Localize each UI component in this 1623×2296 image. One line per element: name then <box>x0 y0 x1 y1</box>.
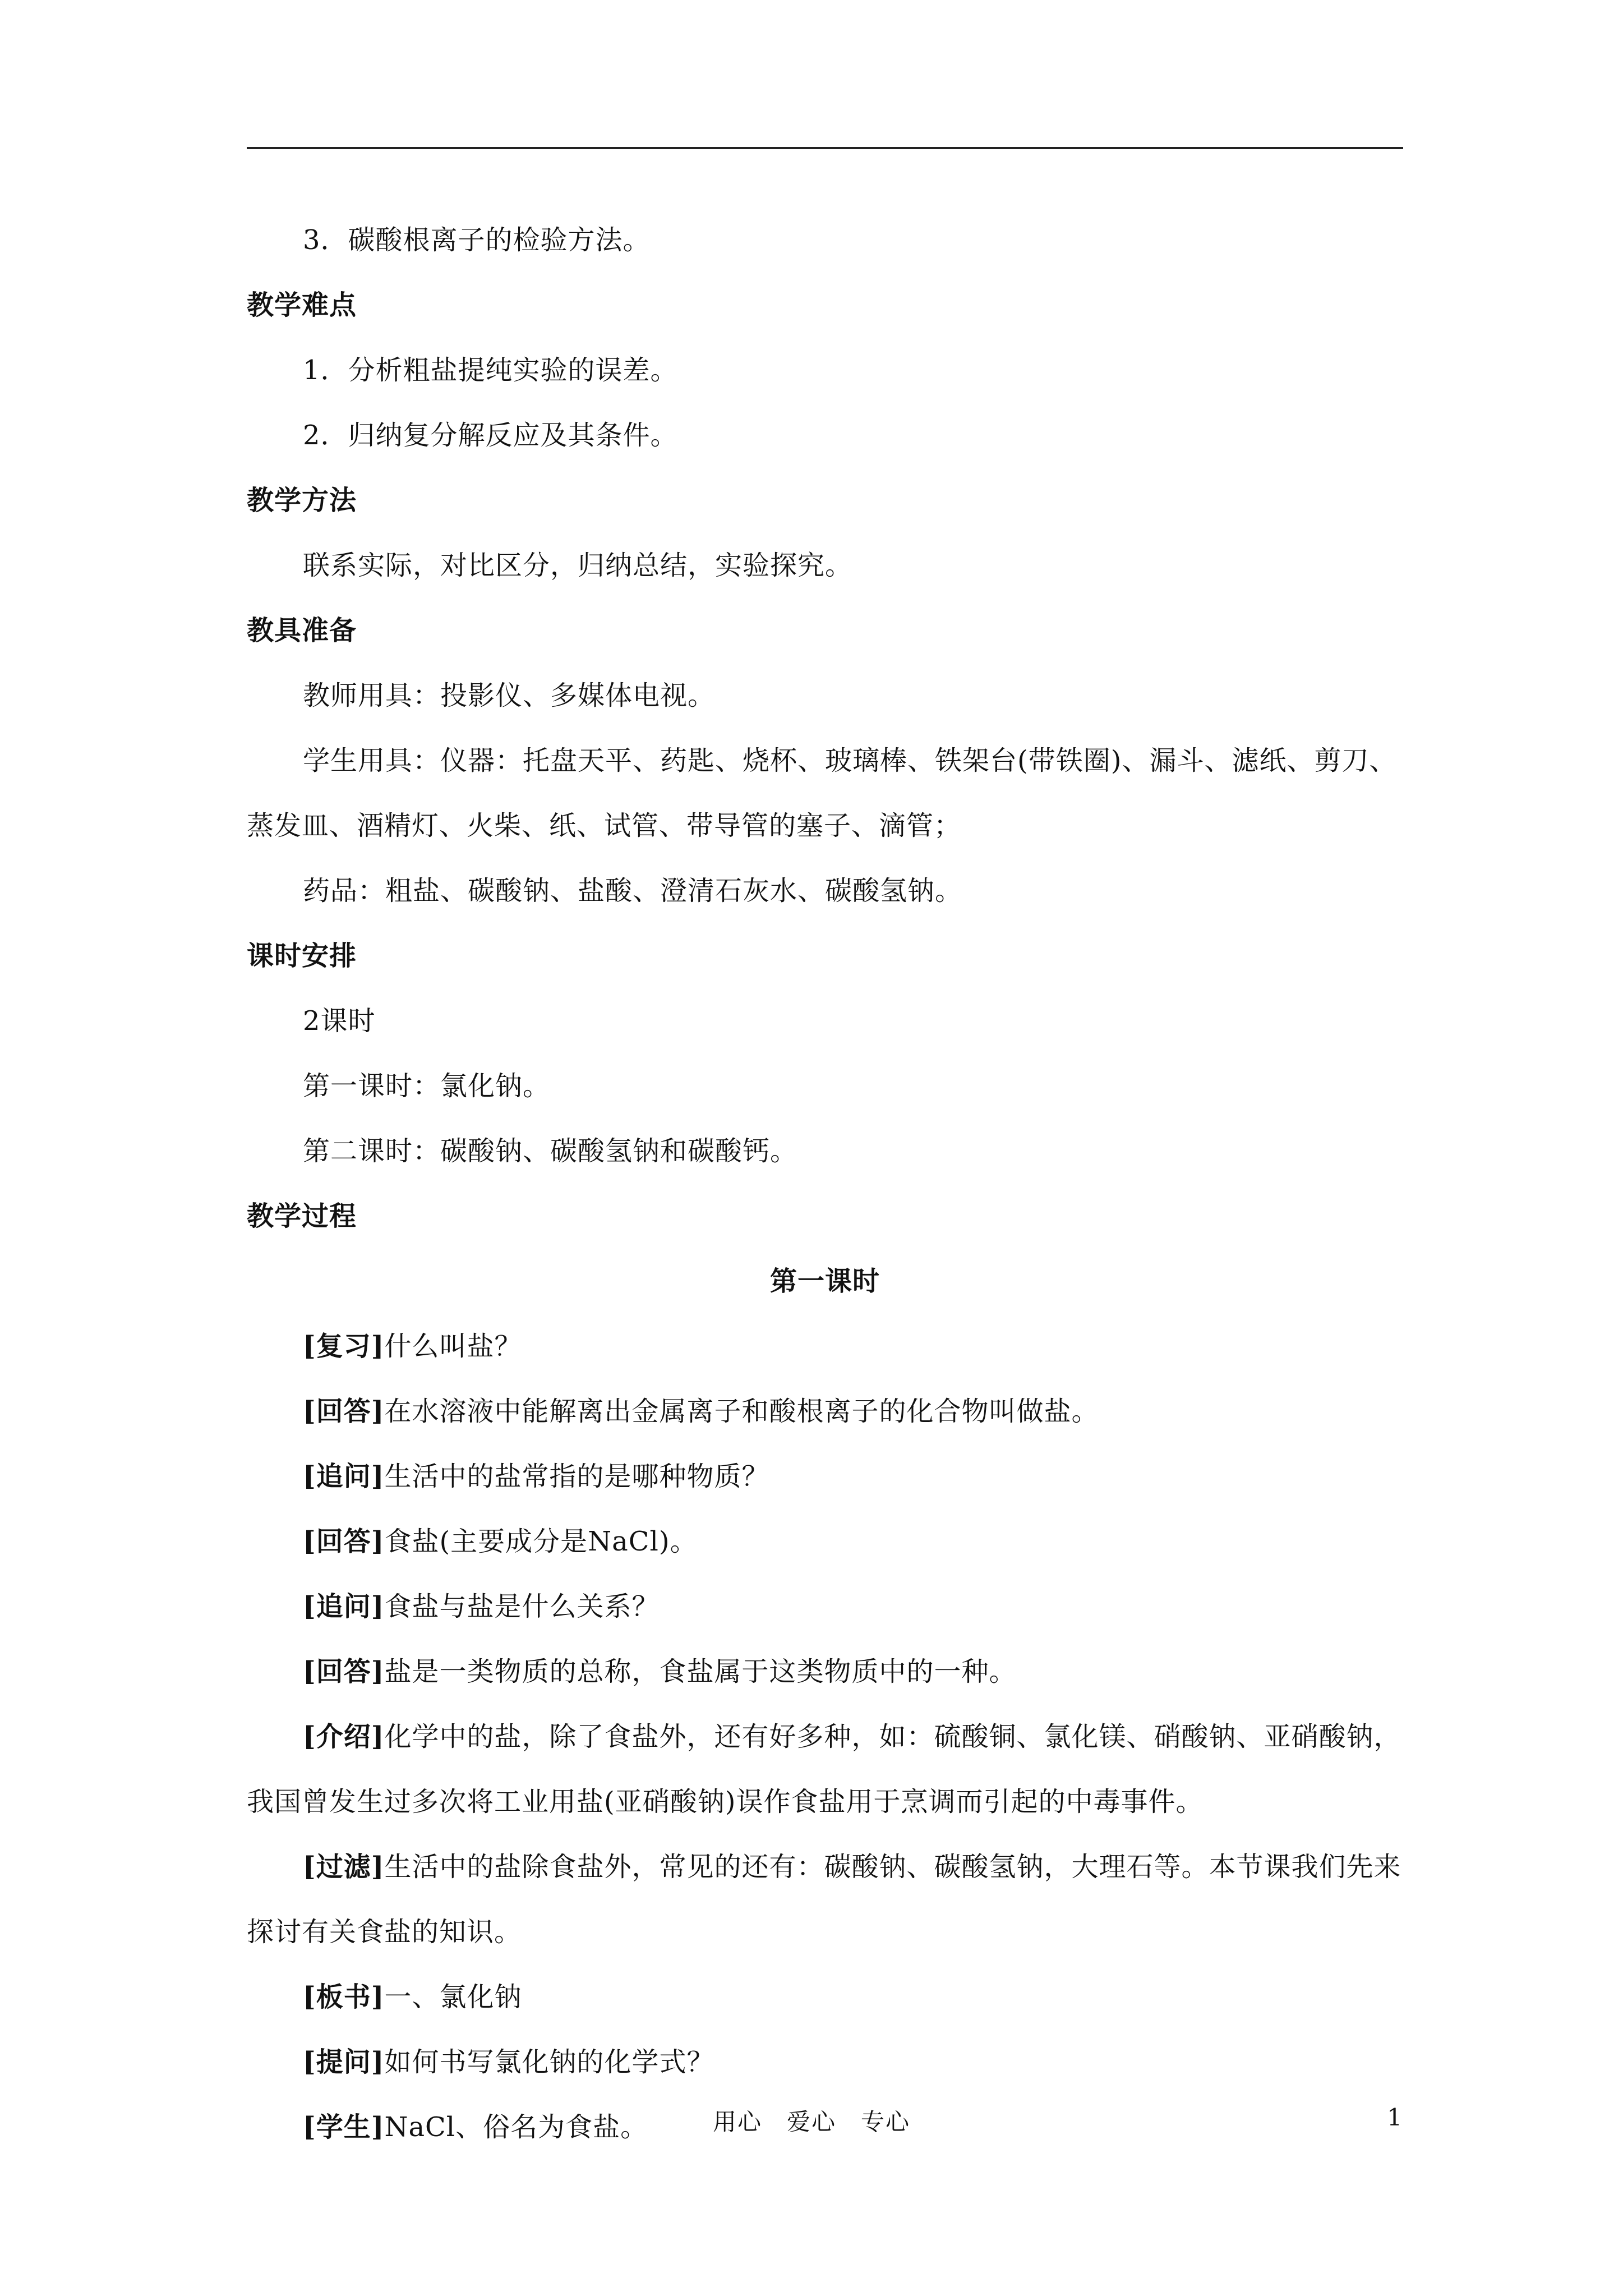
dialog-line <box>247 1964 1403 2030</box>
schedule-total: 2课时 <box>303 1005 376 1037</box>
lesson-title: 第一课时 <box>769 1266 880 1297</box>
dialog-line <box>247 1379 1403 1444</box>
dialog-text: 化学中的盐，除了食盐外，还有好多种，如：硫酸铜、氯化镁、硝酸钠、亚硝酸钠，我国曾发生过多次将工业用盐(亚硝酸钠)误作食盐用于烹调而引起的中毒事件。 <box>247 1721 1401 1818</box>
heading-teaching-tools: 教具准备 <box>247 615 357 646</box>
header-rule <box>247 147 1403 149</box>
reagents: 药品：粗盐、碳酸钠、盐酸、澄清石灰水、碳酸氢钠。 <box>303 875 963 907</box>
difficulty-item-2: 2．归纳复分解反应及其条件。 <box>303 420 678 451</box>
difficulty-item-1: 1．分析粗盐提纯实验的误差。 <box>303 355 678 386</box>
heading-teaching-difficulty: 教学难点 <box>247 289 357 321</box>
dialog-line <box>247 1444 1403 1509</box>
method-text: 联系实际，对比区分，归纳总结，实验探究。 <box>303 550 853 581</box>
dialog-tag: [追问] <box>303 1591 385 1622</box>
dialog-tag: [板书] <box>303 1981 385 2013</box>
dialog-line <box>247 1509 1403 1574</box>
heading-schedule: 课时安排 <box>247 940 357 972</box>
dialog-line <box>247 1314 1403 1379</box>
dialog-tag: [提问] <box>303 2046 385 2078</box>
dialog-text: 在水溶液中能解离出金属离子和酸根离子的化合物叫做盐。 <box>384 1396 1099 1427</box>
dialog-tag: [介绍] <box>303 1721 385 1752</box>
dialog-line <box>247 2030 1403 2095</box>
dialog-line <box>247 1574 1403 1639</box>
dialog-text: 食盐(主要成分是NaCl)。 <box>384 1526 698 1557</box>
dialog-tag: [学生] <box>303 2111 385 2143</box>
dialog-text: 一、氯化钠 <box>384 1981 522 2013</box>
schedule-lesson-2: 第二课时：碳酸钠、碳酸氢钠和碳酸钙。 <box>303 1135 798 1167</box>
dialog-line <box>247 1834 1403 1964</box>
objective-item-3: 3．碳酸根离子的检验方法。 <box>303 224 651 256</box>
dialog-tag: [回答] <box>303 1656 385 1687</box>
dialog-text: 生活中的盐除食盐外，常见的还有：碳酸钠、碳酸氢钠，大理石等。本节课我们先来探讨有关食盐的知识。 <box>247 1851 1401 1948</box>
dialog-line <box>247 1639 1403 1704</box>
dialog-tag: [追问] <box>303 1461 385 1492</box>
dialog-tag: [回答] <box>303 1526 385 1557</box>
dialog-tag: [回答] <box>303 1396 385 1427</box>
student-tools: 学生用具：仪器：托盘天平、药匙、烧杯、玻璃棒、铁架台(带铁圈)、漏斗、滤纸、剪刀、蒸发皿、酒精灯、火柴、纸、试管、带导管的塞子、滴管； <box>247 745 1397 841</box>
footer-motto: 用心 爱心 专心 <box>712 2108 910 2136</box>
dialog-tag: [复习] <box>303 1331 385 1362</box>
page-number: 1 <box>1387 2104 1402 2131</box>
heading-teaching-method: 教学方法 <box>247 485 357 516</box>
dialog-text: 食盐与盐是什么关系？ <box>384 1591 660 1622</box>
dialog-tag: [过滤] <box>303 1851 385 1883</box>
dialog-line <box>247 1704 1403 1834</box>
dialog-text: 如何书写氯化钠的化学式？ <box>384 2046 714 2078</box>
teacher-tools: 教师用具：投影仪、多媒体电视。 <box>303 680 716 711</box>
dialog-text: NaCl、俗名为食盐。 <box>384 2111 648 2143</box>
heading-teaching-process: 教学过程 <box>247 1200 357 1232</box>
dialog-text: 什么叫盐？ <box>384 1331 522 1362</box>
dialog-text: 盐是一类物质的总称，食盐属于这类物质中的一种。 <box>384 1656 1017 1687</box>
schedule-lesson-1: 第一课时：氯化钠。 <box>303 1070 551 1102</box>
document-body <box>247 208 1403 2160</box>
dialog-text: 生活中的盐常指的是哪种物质？ <box>384 1461 769 1492</box>
